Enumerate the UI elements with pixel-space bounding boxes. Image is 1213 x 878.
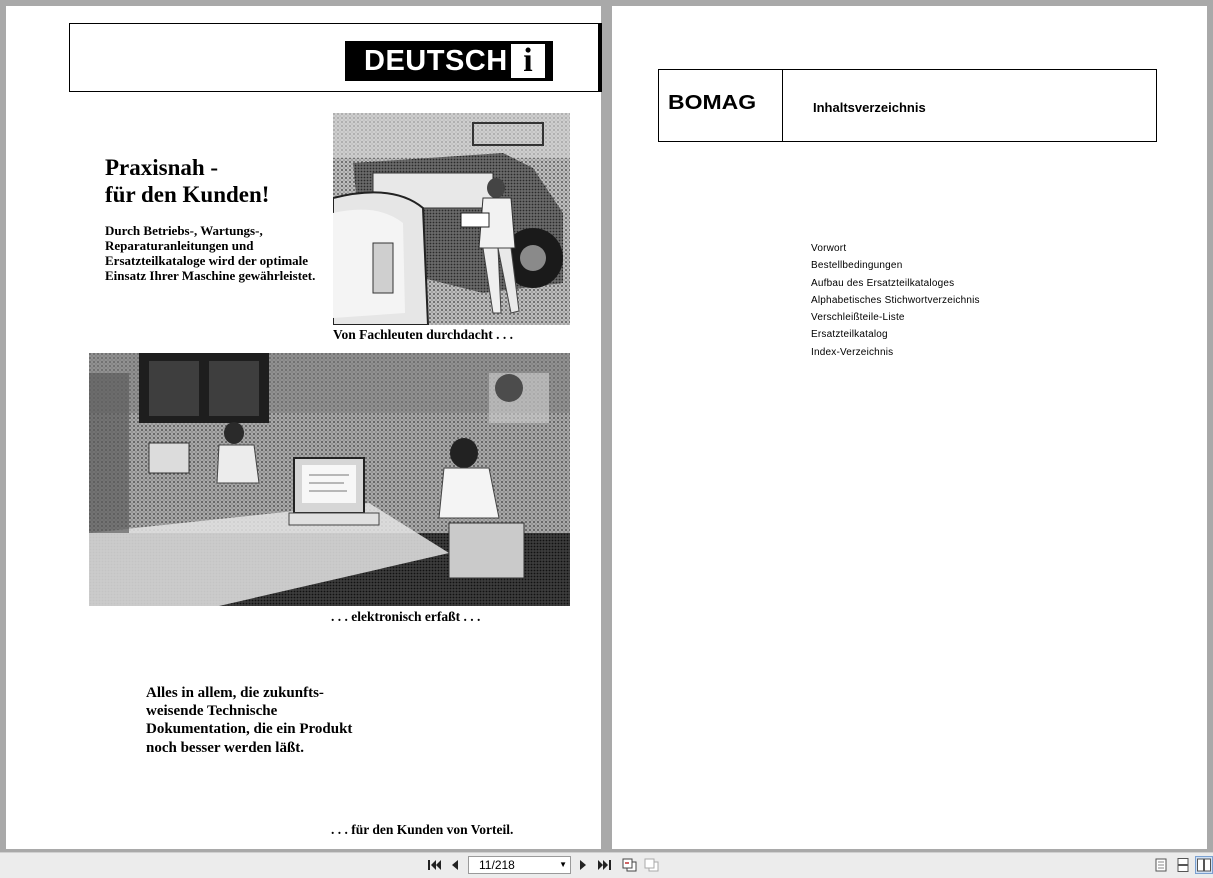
previous-page-icon: [450, 859, 460, 871]
toc-item: Verschleißteile-Liste: [811, 312, 905, 324]
page-navigation-toolbar: [0, 852, 1213, 878]
roller-photo: [333, 113, 570, 325]
previous-page-button[interactable]: [446, 856, 464, 874]
next-view-icon: [644, 858, 660, 872]
two-page-icon: [1197, 858, 1211, 872]
caption-designed: Von Fachleuten durchdacht . . .: [333, 327, 514, 342]
brand-logo: BOMAG: [668, 92, 757, 114]
toc-item: Bestellbedingungen: [811, 260, 903, 272]
next-view-button[interactable]: [643, 856, 661, 874]
page-number-selector[interactable]: [468, 856, 571, 874]
continuous-view-button[interactable]: [1174, 856, 1192, 874]
office-photo: [89, 353, 570, 606]
closing-paragraph: Alles in allem, die zukunfts-weisende Technische Dokumentation, die ein Produkt noch besser werden läßt.: [146, 685, 353, 756]
page-separator: /: [491, 858, 495, 872]
last-page-button[interactable]: [596, 856, 614, 874]
language-label: DEUTSCH: [364, 45, 508, 77]
current-page-number: 11: [479, 858, 492, 872]
next-page-button[interactable]: [574, 856, 592, 874]
toc-item: Index-Verzeichnis: [811, 346, 894, 358]
left-document-page: [6, 6, 601, 849]
headline: Praxisnah - für den Kunden!: [105, 155, 270, 207]
info-icon: i: [511, 44, 545, 78]
first-page-button[interactable]: [425, 856, 443, 874]
document-title: Inhaltsverzeichnis: [813, 100, 926, 115]
office-illustration: [89, 353, 570, 606]
table-of-contents: [811, 240, 980, 361]
toc-item: Vorwort: [811, 243, 847, 254]
title-box: [658, 69, 1157, 142]
two-page-view-button[interactable]: [1195, 856, 1213, 874]
intro-paragraph: Durch Betriebs-, Wartungs-, Reparaturanleitungen und Ersatzteilkataloge wird der optimale Einsatz Ihrer Maschine gewährleistet.: [105, 223, 316, 283]
title-divider: [782, 70, 783, 141]
first-page-icon: [427, 859, 441, 871]
toc-item: Ersatzteilkatalog: [811, 329, 888, 341]
continuous-page-icon: [1177, 858, 1189, 872]
toc-item: Aufbau des Ersatzteilkataloges: [811, 277, 955, 289]
caption-captured: . . . elektronisch erfaßt . . .: [331, 609, 481, 624]
single-page-icon: [1155, 858, 1167, 872]
right-document-page: [612, 6, 1207, 849]
roller-illustration: [333, 113, 570, 325]
previous-view-button[interactable]: [621, 856, 639, 874]
next-page-icon: [578, 859, 588, 871]
single-page-view-button[interactable]: [1152, 856, 1170, 874]
previous-view-icon: [622, 858, 638, 872]
last-page-icon: [598, 859, 612, 871]
total-page-count: 218: [494, 858, 515, 872]
dropdown-arrow-icon: ▼: [559, 860, 567, 869]
toc-item: Alphabetisches Stichwortverzeichnis: [811, 294, 980, 306]
caption-advantage: . . . für den Kunden von Vorteil.: [331, 822, 514, 837]
